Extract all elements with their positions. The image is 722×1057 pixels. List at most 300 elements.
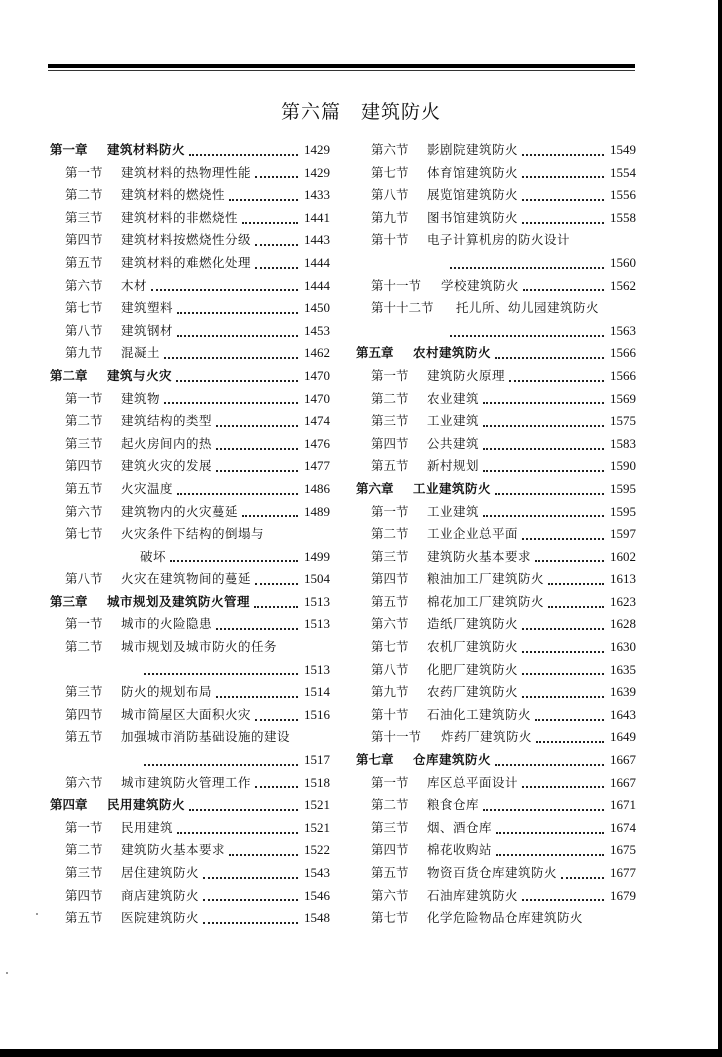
dot-leader xyxy=(535,559,604,562)
toc-chapter-entry xyxy=(50,365,330,388)
entry-title: 建筑材料的难燃化处理 xyxy=(121,254,252,270)
entry-title: 医院建筑防火 xyxy=(121,910,200,926)
entry-title: 物资百货仓库建筑防火 xyxy=(427,865,558,880)
entry-title: 建筑防火基本要求 xyxy=(121,842,226,858)
entry-title: 民用建筑防火 xyxy=(107,797,186,813)
dot-leader xyxy=(522,672,604,675)
entry-number: 第十节 xyxy=(371,706,409,722)
dot-leader xyxy=(483,808,604,811)
page-number: 1566 xyxy=(610,367,636,383)
toc-entry-continuation xyxy=(356,320,636,343)
entry-title: 建筑材料按燃烧性分级 xyxy=(121,232,252,248)
entry-number: 第五节 xyxy=(65,480,103,496)
dot-leader xyxy=(450,334,604,337)
entry-title: 商店建筑防火 xyxy=(121,887,200,903)
entry-number: 第六节 xyxy=(371,887,409,903)
page-number: 1575 xyxy=(610,413,636,429)
page-number: 1489 xyxy=(304,503,330,519)
entry-title: 托儿所、幼儿园建筑防火 xyxy=(456,300,600,316)
page-number: 1556 xyxy=(610,187,636,203)
toc-section-entry xyxy=(50,817,330,840)
entry-title: 棉花收购站 xyxy=(427,842,493,858)
scan-border-right xyxy=(718,0,722,1057)
toc-chapter-entry xyxy=(356,749,636,772)
entry-title: 火灾在建筑物间的蔓延 xyxy=(121,571,252,587)
toc-section-entry xyxy=(356,184,636,207)
page-number: 1595 xyxy=(610,480,636,496)
toc-right-column xyxy=(356,139,636,930)
entry-title: 造纸厂建筑防火 xyxy=(427,616,519,632)
entry-title: 炸药厂建筑防火 xyxy=(441,729,533,745)
entry-number: 第一节 xyxy=(65,819,103,835)
toc-section-entry xyxy=(356,726,636,749)
page-number: 1499 xyxy=(304,548,330,564)
page-number: 1444 xyxy=(304,277,330,293)
page-number: 1590 xyxy=(610,458,636,474)
toc-section-entry xyxy=(50,681,330,704)
entry-number: 第三节 xyxy=(65,435,103,451)
entry-title: 混凝土 xyxy=(121,345,161,361)
entry-title: 城市建筑防火管理工作 xyxy=(121,774,252,790)
page-number: 1583 xyxy=(610,435,636,451)
entry-number: 第七节 xyxy=(65,526,103,542)
entry-number: 第五节 xyxy=(371,458,409,474)
entry-title: 展览馆建筑防火 xyxy=(427,187,519,203)
dot-leader xyxy=(177,492,298,495)
entry-number: 第一节 xyxy=(371,367,409,383)
entry-number: 第一节 xyxy=(371,503,409,519)
dot-leader xyxy=(216,447,298,450)
entry-number: 第二节 xyxy=(65,639,103,655)
entry-title: 建筑物内的火灾蔓延 xyxy=(121,503,239,519)
dot-leader xyxy=(483,424,604,427)
dot-leader xyxy=(216,424,298,427)
entry-number: 第九节 xyxy=(65,345,103,361)
entry-number: 第十十二节 xyxy=(371,300,434,316)
header-rule-thick xyxy=(48,64,635,68)
entry-number: 第一章 xyxy=(50,142,88,157)
entry-number: 第四节 xyxy=(371,435,409,451)
entry-number: 第六节 xyxy=(65,503,103,519)
entry-number: 第四节 xyxy=(65,232,103,248)
toc-entry-continuation xyxy=(50,749,330,772)
dot-leader xyxy=(450,266,604,269)
entry-number: 第三节 xyxy=(371,413,409,429)
page-number: 1649 xyxy=(610,729,636,745)
part-title: 第六篇 建筑防火 xyxy=(280,101,441,123)
entry-title: 建筑材料防火 xyxy=(107,142,186,157)
dot-leader xyxy=(255,582,298,585)
entry-number: 第七节 xyxy=(371,910,409,926)
entry-number: 第三节 xyxy=(371,819,409,835)
entry-number: 第二节 xyxy=(371,390,409,406)
toc-section-entry xyxy=(50,275,330,298)
toc-entry-continuation xyxy=(356,252,636,275)
dot-leader xyxy=(216,627,298,630)
page-number: 1450 xyxy=(304,300,330,316)
dot-leader xyxy=(548,582,604,585)
dot-leader xyxy=(255,785,298,788)
dot-leader xyxy=(522,221,604,224)
dot-leader xyxy=(255,243,298,246)
toc-section-entry xyxy=(356,388,636,411)
entry-title: 起火房间内的热 xyxy=(121,435,213,451)
entry-title: 工业企业总平面 xyxy=(427,526,519,542)
page-number: 1486 xyxy=(304,480,330,496)
dot-leader xyxy=(522,175,604,178)
page-number: 1613 xyxy=(610,571,636,587)
toc-section-entry xyxy=(50,523,330,546)
page-number: 1674 xyxy=(610,819,636,835)
page-number: 1543 xyxy=(304,865,330,880)
page-number: 1602 xyxy=(610,548,636,564)
page-number: 1675 xyxy=(610,842,636,858)
toc-section-entry xyxy=(356,568,636,591)
toc-section-entry xyxy=(356,410,636,433)
entry-number: 第二章 xyxy=(50,367,88,383)
entry-title: 防火的规划布局 xyxy=(121,684,213,700)
dot-leader xyxy=(522,198,604,201)
entry-title: 建筑塑料 xyxy=(121,300,174,316)
dot-leader xyxy=(509,379,604,382)
entry-number: 第六章 xyxy=(356,480,394,496)
dot-leader xyxy=(170,559,298,562)
dot-leader xyxy=(216,695,298,698)
toc-entry-continuation xyxy=(50,659,330,682)
toc-section-entry xyxy=(50,320,330,343)
page-number: 1566 xyxy=(610,345,636,361)
entry-title: 新村规划 xyxy=(427,458,480,474)
page-number: 1470 xyxy=(304,367,330,383)
entry-number: 第三章 xyxy=(50,593,88,609)
dot-leader xyxy=(496,831,604,834)
page-number: 1623 xyxy=(610,593,636,609)
toc-section-entry xyxy=(50,885,330,908)
entry-number: 第七章 xyxy=(356,752,394,768)
dot-leader xyxy=(483,401,604,404)
page-number: 1563 xyxy=(610,322,636,338)
toc-section-entry xyxy=(356,817,636,840)
dot-leader xyxy=(522,537,604,540)
toc-section-entry xyxy=(50,297,330,320)
scan-speck xyxy=(36,913,38,915)
toc-section-entry xyxy=(50,252,330,275)
entry-number: 第四节 xyxy=(65,887,103,903)
toc-section-entry xyxy=(356,885,636,908)
entry-title: 工业建筑 xyxy=(427,503,480,519)
entry-title: 学校建筑防火 xyxy=(441,277,520,293)
entry-title: 化学危险物品仓库建筑防火 xyxy=(427,910,584,926)
dot-leader xyxy=(254,605,298,608)
entry-number: 第九节 xyxy=(371,209,409,225)
entry-title: 建筑钢材 xyxy=(121,322,174,338)
entry-title: 库区总平面设计 xyxy=(427,774,519,790)
toc-entry-continuation xyxy=(50,546,330,569)
toc-section-entry xyxy=(50,433,330,456)
page-number: 1562 xyxy=(610,277,636,293)
entry-number: 第一节 xyxy=(371,774,409,790)
entry-title: 建筑材料的燃烧性 xyxy=(121,187,226,203)
entry-number: 第六节 xyxy=(65,774,103,790)
entry-number: 第四节 xyxy=(65,458,103,474)
dot-leader xyxy=(536,740,604,743)
entry-title: 城市规划及建筑防火管理 xyxy=(107,593,251,609)
dot-leader xyxy=(495,763,604,766)
page-number: 1476 xyxy=(304,435,330,451)
dot-leader xyxy=(522,627,604,630)
entry-title: 农机厂建筑防火 xyxy=(427,639,519,655)
entry-number: 第五节 xyxy=(371,865,409,880)
dot-leader xyxy=(189,808,298,811)
dot-leader xyxy=(177,311,298,314)
page-number: 1597 xyxy=(610,526,636,542)
entry-number: 第六节 xyxy=(65,277,103,293)
toc-left-column xyxy=(50,139,330,930)
entry-number: 第五节 xyxy=(65,729,103,745)
toc-section-entry xyxy=(50,162,330,185)
toc-section-entry xyxy=(50,704,330,727)
entry-number: 第十节 xyxy=(371,232,409,248)
entry-title: 影剧院建筑防火 xyxy=(427,142,519,157)
page-number: 1560 xyxy=(610,254,636,270)
entry-number: 第八节 xyxy=(371,661,409,677)
page-number: 1667 xyxy=(610,752,636,768)
toc-section-entry xyxy=(50,568,330,591)
page-number: 1635 xyxy=(610,661,636,677)
entry-title: 木材 xyxy=(121,277,148,293)
toc-section-entry xyxy=(50,862,330,885)
entry-number: 第二节 xyxy=(65,842,103,858)
entry-number: 第四节 xyxy=(371,842,409,858)
toc-section-entry xyxy=(50,613,330,636)
page-number: 1429 xyxy=(304,142,330,157)
entry-title: 加强城市消防基础设施的建设 xyxy=(121,729,291,745)
entry-number: 第八节 xyxy=(65,322,103,338)
entry-title: 农村建筑防火 xyxy=(413,345,492,361)
page-number: 1443 xyxy=(304,232,330,248)
dot-leader xyxy=(255,266,298,269)
entry-number: 第二节 xyxy=(371,797,409,813)
entry-title: 石油化工建筑防火 xyxy=(427,706,532,722)
page-number: 1549 xyxy=(610,142,636,157)
scan-speck xyxy=(6,972,8,974)
toc-chapter-entry xyxy=(50,139,330,162)
toc-section-entry xyxy=(356,433,636,456)
entry-title: 火灾条件下结构的倒塌与 xyxy=(121,526,265,542)
toc-section-entry xyxy=(356,636,636,659)
page-number: 1522 xyxy=(304,842,330,858)
toc-section-entry xyxy=(356,229,636,252)
page-number: 1474 xyxy=(304,413,330,429)
entry-title: 建筑防火基本要求 xyxy=(427,548,532,564)
dot-leader xyxy=(495,492,604,495)
page-number: 1477 xyxy=(304,458,330,474)
toc-section-entry xyxy=(50,207,330,230)
entry-title: 工业建筑防火 xyxy=(413,480,492,496)
page-number: 1628 xyxy=(610,616,636,632)
page-number: 1639 xyxy=(610,684,636,700)
toc-section-entry xyxy=(50,726,330,749)
toc-section-entry xyxy=(356,907,636,930)
dot-leader xyxy=(522,650,604,653)
entry-title: 建筑结构的类型 xyxy=(121,413,213,429)
entry-title: 粮食仓库 xyxy=(427,797,480,813)
toc-section-entry xyxy=(50,184,330,207)
toc-section-entry xyxy=(356,297,636,320)
toc-section-entry xyxy=(356,139,636,162)
entry-number: 第六节 xyxy=(371,616,409,632)
entry-title: 农药厂建筑防火 xyxy=(427,684,519,700)
entry-number: 第四节 xyxy=(65,706,103,722)
page-number: 1679 xyxy=(610,887,636,903)
page-number: 1671 xyxy=(610,797,636,813)
toc-section-entry xyxy=(356,523,636,546)
entry-title: 电子计算机房的防火设计 xyxy=(427,232,571,248)
toc-section-entry xyxy=(356,659,636,682)
toc-section-entry xyxy=(50,478,330,501)
entry-title: 仓库建筑防火 xyxy=(413,752,492,768)
entry-title: 化肥厂建筑防火 xyxy=(427,661,519,677)
page-number: 1470 xyxy=(304,390,330,406)
dot-leader xyxy=(523,288,604,291)
entry-title: 建筑材料的热物理性能 xyxy=(121,164,252,180)
entry-number: 第五章 xyxy=(356,345,394,361)
entry-title: 破坏 xyxy=(140,548,167,564)
toc-section-entry xyxy=(356,546,636,569)
entry-number: 第四章 xyxy=(50,797,88,813)
toc-section-entry xyxy=(356,839,636,862)
entry-number: 第十一节 xyxy=(371,729,422,745)
page-number: 1513 xyxy=(304,616,330,632)
dot-leader xyxy=(548,605,604,608)
entry-title: 居住建筑防火 xyxy=(121,865,200,880)
toc-section-entry xyxy=(356,162,636,185)
dot-leader xyxy=(164,356,298,359)
toc-section-entry xyxy=(356,613,636,636)
page-number: 1595 xyxy=(610,503,636,519)
entry-number: 第一节 xyxy=(65,616,103,632)
entry-number: 第一节 xyxy=(65,390,103,406)
page-number: 1569 xyxy=(610,390,636,406)
toc-section-entry xyxy=(50,839,330,862)
toc-section-entry xyxy=(50,455,330,478)
toc-section-entry xyxy=(356,794,636,817)
entry-number: 第三节 xyxy=(65,684,103,700)
page-number: 1517 xyxy=(304,752,330,768)
entry-title: 图书馆建筑防火 xyxy=(427,209,519,225)
entry-title: 建筑材料的非燃烧性 xyxy=(121,209,239,225)
toc-section-entry xyxy=(50,388,330,411)
dot-leader xyxy=(561,876,604,879)
dot-leader xyxy=(229,198,298,201)
entry-number: 第一节 xyxy=(65,164,103,180)
entry-title: 建筑物 xyxy=(121,390,161,406)
page-number: 1516 xyxy=(304,706,330,722)
entry-number: 第四节 xyxy=(371,571,409,587)
entry-title: 建筑与火灾 xyxy=(107,367,173,383)
page-number: 1504 xyxy=(304,571,330,587)
entry-title: 粮油加工厂建筑防火 xyxy=(427,571,545,587)
page-number: 1558 xyxy=(610,209,636,225)
dot-leader xyxy=(144,672,298,675)
entry-title: 民用建筑 xyxy=(121,819,174,835)
entry-title: 城市规划及城市防火的任务 xyxy=(121,639,278,655)
entry-title: 工业建筑 xyxy=(427,413,480,429)
toc-chapter-entry xyxy=(50,794,330,817)
toc-section-entry xyxy=(356,591,636,614)
entry-number: 第九节 xyxy=(371,684,409,700)
page-number: 1554 xyxy=(610,164,636,180)
page-number: 1513 xyxy=(304,661,330,677)
page-number: 1643 xyxy=(610,706,636,722)
dot-leader xyxy=(522,898,604,901)
entry-number: 第十一节 xyxy=(371,277,422,293)
toc-section-entry xyxy=(356,275,636,298)
toc-section-entry xyxy=(50,636,330,659)
toc-section-entry xyxy=(356,681,636,704)
toc-section-entry xyxy=(356,365,636,388)
toc-section-entry xyxy=(50,907,330,930)
page-number: 1514 xyxy=(304,684,330,700)
entry-number: 第五节 xyxy=(371,593,409,609)
toc-section-entry xyxy=(356,207,636,230)
dot-leader xyxy=(483,447,604,450)
dot-leader xyxy=(229,853,298,856)
dot-leader xyxy=(242,514,298,517)
entry-number: 第六节 xyxy=(371,142,409,157)
entry-number: 第三节 xyxy=(65,865,103,880)
entry-number: 第二节 xyxy=(65,187,103,203)
page-number: 1548 xyxy=(304,910,330,926)
entry-title: 公共建筑 xyxy=(427,435,480,451)
dot-leader xyxy=(522,785,604,788)
page-number: 1521 xyxy=(304,797,330,813)
page-number: 1429 xyxy=(304,164,330,180)
entry-title: 农业建筑 xyxy=(427,390,480,406)
toc-section-entry xyxy=(50,410,330,433)
entry-title: 烟、酒仓库 xyxy=(427,819,493,835)
page-number: 1513 xyxy=(304,593,330,609)
entry-title: 城市简屋区大面积火灾 xyxy=(121,706,252,722)
toc-section-entry xyxy=(356,704,636,727)
page-number: 1546 xyxy=(304,887,330,903)
toc-chapter-entry xyxy=(356,478,636,501)
entry-title: 体育馆建筑防火 xyxy=(427,164,519,180)
entry-title: 棉花加工厂建筑防火 xyxy=(427,593,545,609)
toc-section-entry xyxy=(356,455,636,478)
dot-leader xyxy=(535,718,604,721)
dot-leader xyxy=(522,695,604,698)
entry-number: 第五节 xyxy=(65,910,103,926)
toc-chapter-entry xyxy=(356,342,636,365)
dot-leader xyxy=(216,469,298,472)
dot-leader xyxy=(203,876,298,879)
page-number: 1433 xyxy=(304,187,330,203)
entry-number: 第八节 xyxy=(65,571,103,587)
dot-leader xyxy=(255,175,298,178)
toc-section-entry xyxy=(356,501,636,524)
dot-leader xyxy=(496,853,604,856)
toc-section-entry xyxy=(50,501,330,524)
toc-section-entry xyxy=(356,862,636,885)
page-number: 1441 xyxy=(304,209,330,225)
dot-leader xyxy=(483,469,604,472)
dot-leader xyxy=(189,153,298,156)
toc-chapter-entry xyxy=(50,591,330,614)
toc-section-entry xyxy=(50,229,330,252)
page-number: 1677 xyxy=(610,865,636,880)
dot-leader xyxy=(176,379,298,382)
